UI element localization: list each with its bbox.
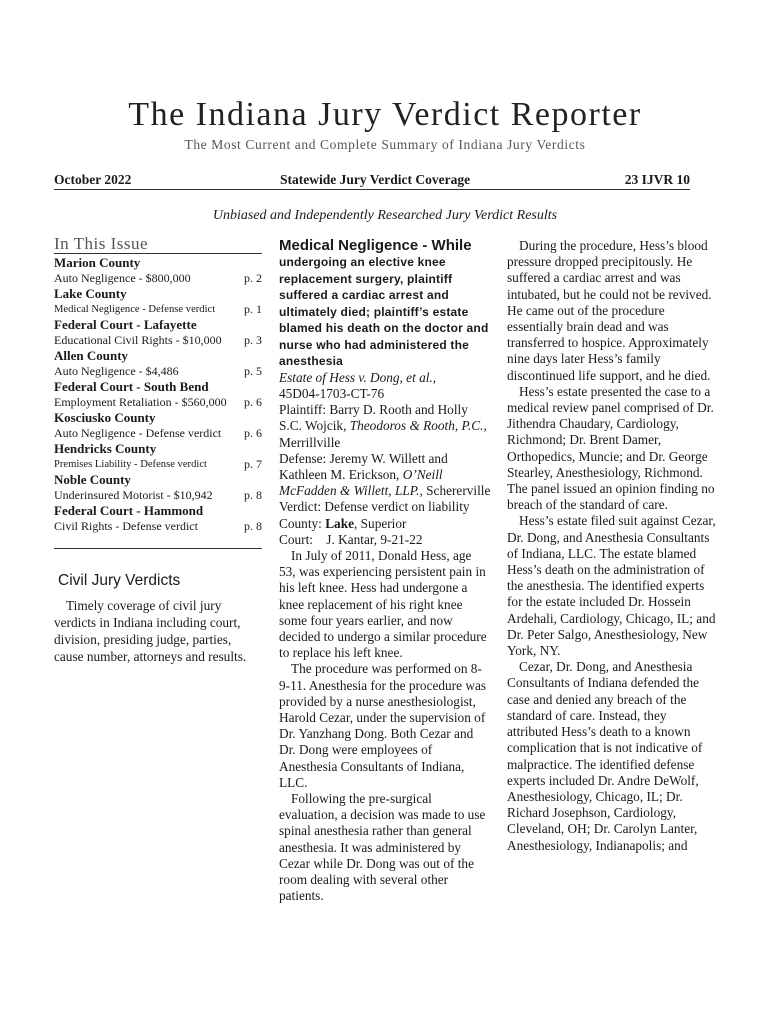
- article-category: Medical Negligence -: [279, 237, 432, 254]
- article-paragraph: Following the pre-surgical evaluation, a decision was made to use spinal anesthesia rather than general anesthesia. It was administered by Cezar while Dr. Dong was out of the room dealing with several other patients.: [279, 790, 486, 904]
- toc-page: p. 6: [244, 394, 262, 409]
- toc-page: p. 2: [244, 270, 262, 285]
- toc-title: In This Issue: [54, 236, 262, 254]
- article-column-1: [279, 238, 491, 904]
- toc-desc: Auto Negligence - Defense verdict: [54, 425, 222, 440]
- toc-entry[interactable]: [54, 472, 262, 503]
- plaintiff-attorneys: Plaintiff: Barry D. Rooth and Holly S.C. Wojcik, Theodoros & Rooth, P.C., Merrillville: [279, 402, 487, 450]
- toc-desc: Medical Negligence - Defense verdict: [54, 303, 216, 315]
- toc-county: Allen County: [54, 348, 129, 364]
- header-rule: [54, 189, 690, 190]
- toc-entry[interactable]: [54, 317, 262, 348]
- case-caption: Estate of Hess v. Dong, et al.,: [279, 369, 437, 385]
- defense-attorneys: Defense: Jeremy W. Willett and Kathleen M. Erickson, O’Neill McFadden & Willett, LLP., Schererville: [279, 450, 491, 499]
- article-heading-tail: While: [431, 237, 472, 254]
- article-heading: [279, 238, 491, 254]
- county-line: County: Lake, Superior: [279, 515, 407, 531]
- article-paragraph: Hess’s estate filed suit against Cezar, Dr. Dong, and Anesthesia Consultants of Indiana, LLC. The estate blamed Hess’s death on the administration of the anesthesia. The identified experts for the estate included Dr. Hossein Ardehali, Cardiology, Chicago, IL; and Dr. Peter Salgo, Anesthesiology, New York, NY.: [507, 513, 716, 659]
- toc-page: p. 1: [244, 301, 262, 316]
- toc-page: p. 6: [244, 425, 262, 440]
- issue-date: October 2022: [54, 172, 132, 187]
- cause-number: 45D04-1703-CT-76: [279, 385, 385, 401]
- toc-entry[interactable]: [54, 255, 262, 286]
- article-paragraph: Cezar, Dr. Dong, and Anesthesia Consultants of Indiana defended the case and denied any breach of the standard of care. Instead, they attributed Hess’s death to a known complication that is not indicative of malpractice. The identified defense experts included Dr. Andre DeWolf, Anesthesiology, Chicago, IL; Dr. Richard Josephson, Cardiology, Cleveland, OH; Dr. Carolyn Lanter, Anesthesiology, Indianapolis; and: [507, 659, 703, 853]
- article-lead: undergoing an elective knee replacement surgery, plaintiff suffered a cardiac arrest and ultimately died; plaintiff’s estate blamed his death on the doctor and nurse who had administered the anesthesia: [279, 255, 489, 369]
- article-column-2: [507, 238, 719, 854]
- toc-entry[interactable]: [54, 441, 262, 472]
- toc-county: Federal Court - South Bend: [54, 379, 209, 395]
- toc-entry[interactable]: [54, 286, 262, 317]
- newsletter-subtitle: The Most Current and Complete Summary of Indiana Jury Verdicts: [184, 137, 586, 152]
- issue-number: 23 IJVR 10: [624, 172, 690, 187]
- coverage-label: Statewide Jury Verdict Coverage: [280, 172, 471, 187]
- toc-column: [54, 236, 262, 665]
- article-paragraph: During the procedure, Hess’s blood pressure dropped precipitously. He suffered a cardiac arrest and was intubated, but he could not be revived. He came out of the procedure essentially brain dead and was transferred to hospice. Approximately nine days later Hess’s family discontinued life support, and he died.: [507, 238, 712, 383]
- toc-county: Kosciusko County: [54, 410, 156, 426]
- toc-desc: Underinsured Motorist - $10,942: [54, 487, 213, 502]
- toc-county: Hendricks County: [54, 441, 157, 457]
- article-paragraph: Hess’s estate presented the case to a medical review panel comprised of Dr. Jithendra Chaudary, Cardiology, Richmond; Dr. Brent Damer, Orthopedics, Muncie; and Dr. George Stearley, Anesthesiology, Richmond. The panel issued an opinion finding no breach of the standard of care.: [507, 383, 715, 513]
- toc-entry[interactable]: [54, 379, 262, 410]
- toc-rule: [54, 548, 262, 549]
- toc-entry[interactable]: [54, 348, 262, 379]
- toc-county: Federal Court - Hammond: [54, 503, 204, 519]
- toc-county: Noble County: [54, 472, 131, 488]
- toc-page: p. 8: [244, 487, 262, 502]
- tagline: Unbiased and Independently Researched Jury Verdict Results: [212, 208, 558, 223]
- toc-desc: Civil Rights - Defense verdict: [54, 518, 198, 533]
- toc-desc: Auto Negligence - $4,486: [54, 363, 179, 378]
- toc-entry[interactable]: [54, 410, 262, 441]
- article-paragraph: The procedure was performed on 8-9-11. Anesthesia for the procedure was provided by a nurse anesthesiologist, Harold Cezar, under the supervision of Dr. Yanzhang Dong. Both Cezar and Dr. Dong were employees of Anesthesia Consultants of Indiana, LLC.: [279, 661, 487, 790]
- article-paragraph: In July of 2011, Donald Hess, age 53, was experiencing persistent pain in his left knee. Hess had undergone a knee replacement of his right knee some four years earlier, and now decided to undergo a similar procedure to replace his left knee.: [279, 547, 487, 661]
- toc-page: p. 3: [244, 332, 262, 347]
- toc-county: Lake County: [54, 286, 127, 302]
- toc-page: p. 5: [244, 363, 262, 378]
- court-line: Court: J. Kantar, 9-21-22: [279, 531, 423, 547]
- toc-entry[interactable]: [54, 503, 262, 534]
- toc-desc: Educational Civil Rights - $10,000: [54, 332, 222, 347]
- toc-county: Federal Court - Lafayette: [54, 317, 197, 333]
- toc-desc: Auto Negligence - $800,000: [54, 270, 191, 285]
- toc-county: Marion County: [54, 255, 141, 271]
- newsletter-title: The Indiana Jury Verdict Reporter: [128, 96, 642, 133]
- toc-page: p. 8: [244, 518, 262, 533]
- toc-desc: Employment Retaliation - $560,000: [54, 394, 227, 409]
- toc-page: p. 7: [244, 456, 262, 471]
- civil-verdicts-body: Timely coverage of civil jury verdicts in Indiana including court, division, presiding judge, parties, cause number, attorneys and results.: [54, 598, 247, 665]
- verdict-line: Verdict: Defense verdict on liability: [279, 499, 470, 515]
- civil-verdicts-heading: Civil Jury Verdicts: [58, 572, 181, 590]
- toc-desc: Premises Liability - Defense verdict: [54, 458, 207, 470]
